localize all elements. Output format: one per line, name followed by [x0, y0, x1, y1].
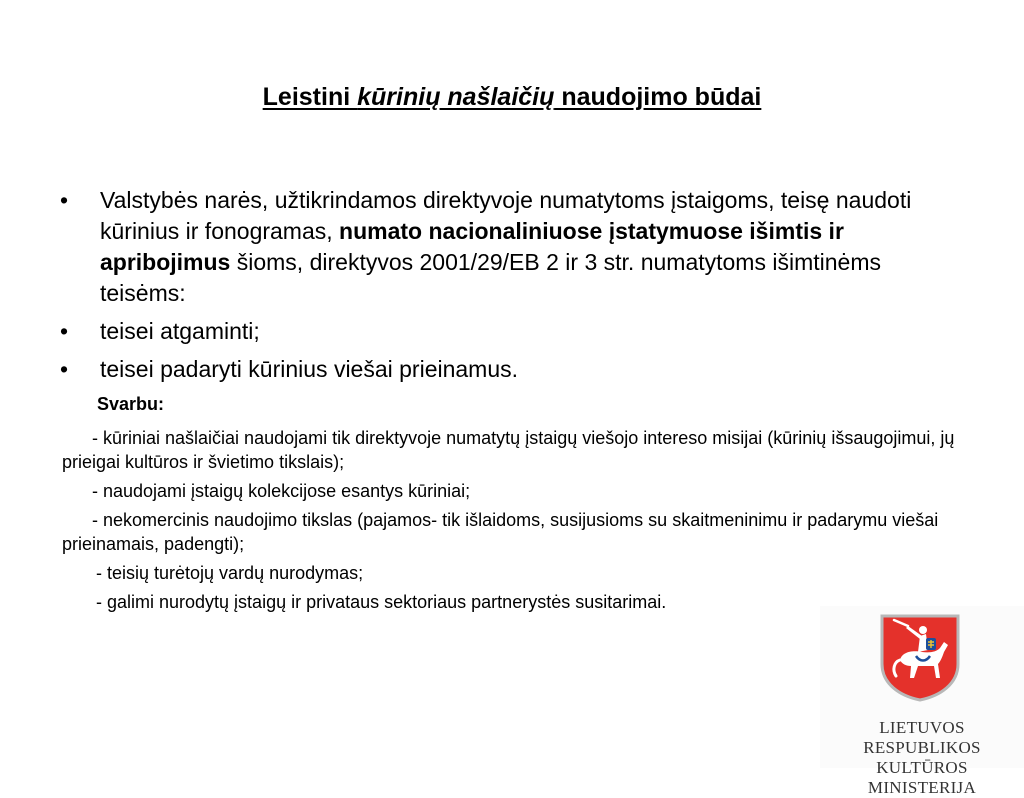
bullet-item-exceptions — [60, 185, 960, 309]
title-part1: Leistini — [262, 83, 358, 111]
bullet-icon: • — [60, 318, 69, 344]
bullet-list — [60, 185, 960, 392]
title-underline — [263, 83, 762, 111]
bullet-text-after: šioms, direktyvos 2001/29/EB 2 ir 3 str. numatytoms išimtinėms teisėms: — [100, 249, 881, 306]
bullet-icon: • — [60, 356, 69, 382]
important-item-mission: - kūriniai našlaičiai naudojami tik direktyvoje numatytų įstaigų viešojo intereso misijai (kūrinių išsaugojimui, jų prieigai kultūros ir švietimo tikslais); — [62, 428, 955, 472]
bullet-item-reproduction — [60, 316, 960, 347]
important-heading: Svarbu: — [97, 394, 165, 414]
ministry-name — [820, 718, 1024, 798]
bullet-icon: • — [60, 187, 69, 213]
important-list — [62, 426, 962, 619]
important-item-noncommercial: - nekomercinis naudojimo tikslas (pajamos- tik išlaidoms, susijusioms su skaitmeninimu ir padarymu viešai prieinamais, padengti); — [62, 510, 939, 554]
bullet-text: teisei atgaminti; — [100, 318, 260, 344]
bullet-text: teisei padaryti kūrinius viešai prieinamus. — [100, 356, 519, 382]
lithuanian-coat-of-arms-icon — [878, 612, 962, 702]
important-item-partnership: - galimi nurodytų įstaigų ir privataus sektoriaus partnerystės susitarimai. — [96, 592, 667, 612]
title-part2: naudojimo būdai — [554, 83, 762, 111]
slide-title — [0, 80, 1024, 114]
ministry-line-2: KULTŪROS MINISTERIJA — [867, 758, 977, 797]
bullet-text-bold: numato nacionaliniuose įstatymuose išimtis ir apribojimus — [100, 218, 844, 275]
ministry-logo — [820, 606, 1024, 797]
important-item-attribution: - teisių turėtojų vardų nurodymas; — [96, 563, 364, 583]
bullet-item-public-access — [60, 354, 960, 385]
important-item-collections: - naudojami įstaigų kolekcijose esantys kūriniai; — [92, 481, 471, 501]
ministry-line-1: LIETUVOS RESPUBLIKOS — [863, 718, 981, 757]
bullet-text-before: Valstybės narės, užtikrindamos direktyvoje numatytoms įstaigoms, teisę naudoti kūrinius ir fonogramas, — [100, 187, 912, 244]
title-italic: kūrinių našlaičių — [357, 83, 555, 111]
